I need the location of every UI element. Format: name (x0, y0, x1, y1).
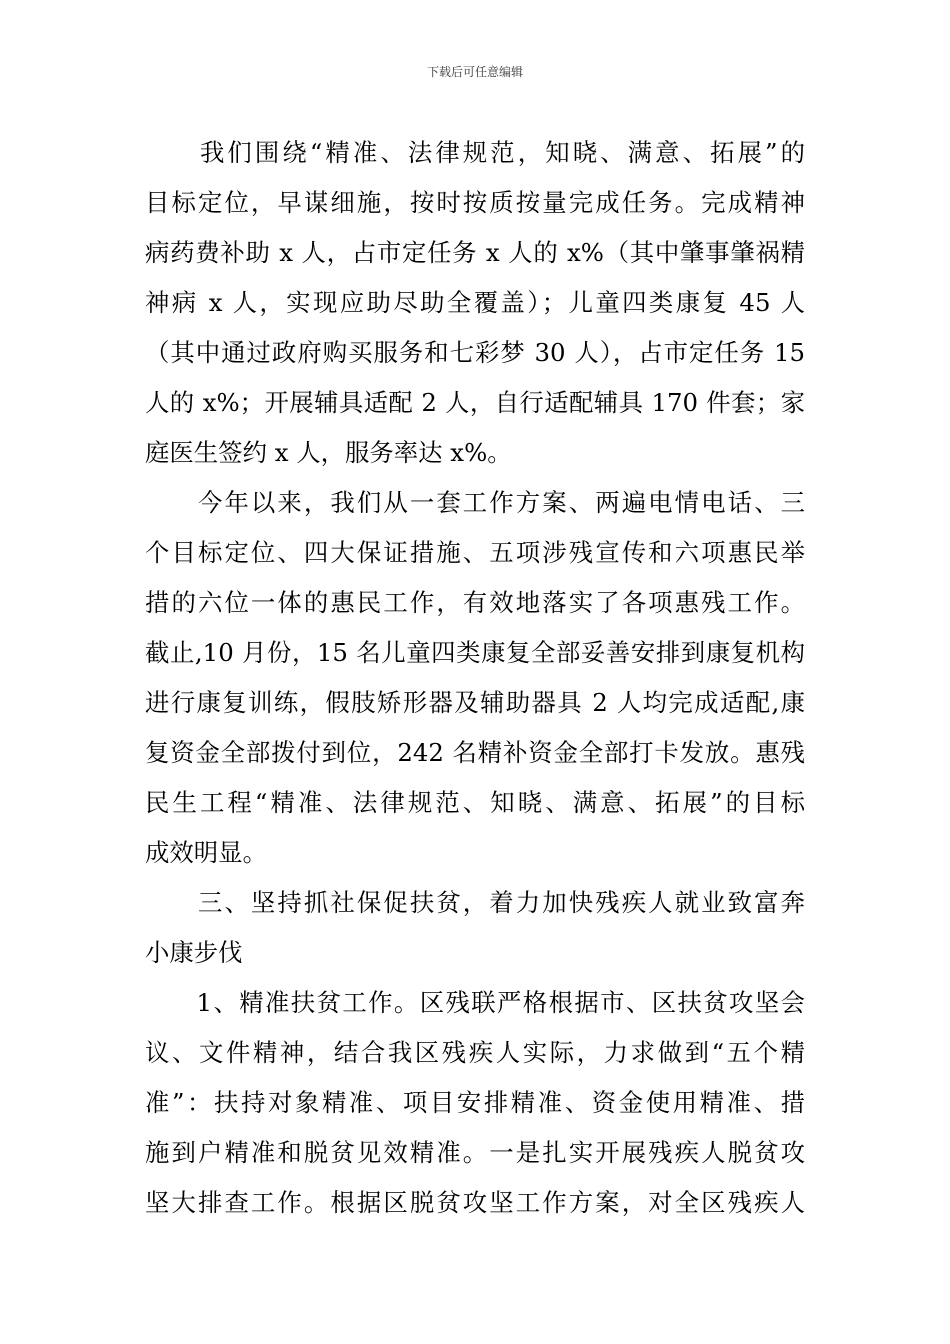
text-line: 个目标定位、四大保证措施、五项涉残宣传和六项惠民举 (145, 538, 805, 567)
text-line: 施到户精准和脱贫见效精准。一是扎实开展残疾人脱贫攻 (145, 1138, 805, 1167)
text-line: 截止,10 月份，15 名儿童四类康复全部妥善安排到康复机构 (145, 638, 805, 667)
text-line: 病药费补助 x 人，占市定任务 x 人的 x%（其中肇事肇祸精 (145, 238, 805, 267)
text-line: 1、精准扶贫工作。区残联严格根据市、区扶贫攻坚会 (145, 988, 805, 1017)
text-line: 复资金全部拨付到位，242 名精补资金全部打卡发放。惠残 (145, 738, 805, 767)
text-line: 准”：扶持对象精准、项目安排精准、资金使用精准、措 (145, 1088, 805, 1117)
document-body (145, 128, 805, 1228)
text-line: 坚大排查工作。根据区脱贫攻坚工作方案，对全区残疾人 (145, 1188, 805, 1217)
text-line: 人的 x%；开展辅具适配 2 人，自行适配辅具 170 件套；家 (145, 388, 805, 417)
text-line: 议、文件精神，结合我区残疾人实际，力求做到“五个精 (145, 1038, 805, 1067)
text-line: 神病 x 人，实现应助尽助全覆盖）；儿童四类康复 45 人 (145, 288, 805, 317)
text-line: 今年以来，我们从一套工作方案、两遍电情电话、三 (145, 488, 805, 517)
text-line: 三、坚持抓社保促扶贫，着力加快残疾人就业致富奔 (145, 888, 805, 917)
text-line: 成效明显。 (145, 838, 267, 867)
text-line: 措的六位一体的惠民工作，有效地落实了各项惠残工作。 (145, 588, 805, 617)
text-line: 目标定位，早谋细施，按时按质按量完成任务。完成精神 (145, 188, 805, 217)
text-line: 我们围绕“精准、法律规范，知晓、满意、拓展”的 (145, 138, 805, 167)
page-header: 下载后可任意编辑 (426, 65, 523, 79)
text-line: 小康步伐 (145, 938, 243, 967)
text-line: 庭医生签约 x 人，服务率达 x%。 (145, 438, 512, 467)
text-line: 进行康复训练，假肢矫形器及辅助器具 2 人均完成适配,康 (145, 688, 805, 717)
text-line: 民生工程“精准、法律规范、知晓、满意、拓展”的目标 (145, 788, 805, 817)
text-line: （其中通过政府购买服务和七彩梦 30 人），占市定任务 15 (145, 338, 805, 367)
